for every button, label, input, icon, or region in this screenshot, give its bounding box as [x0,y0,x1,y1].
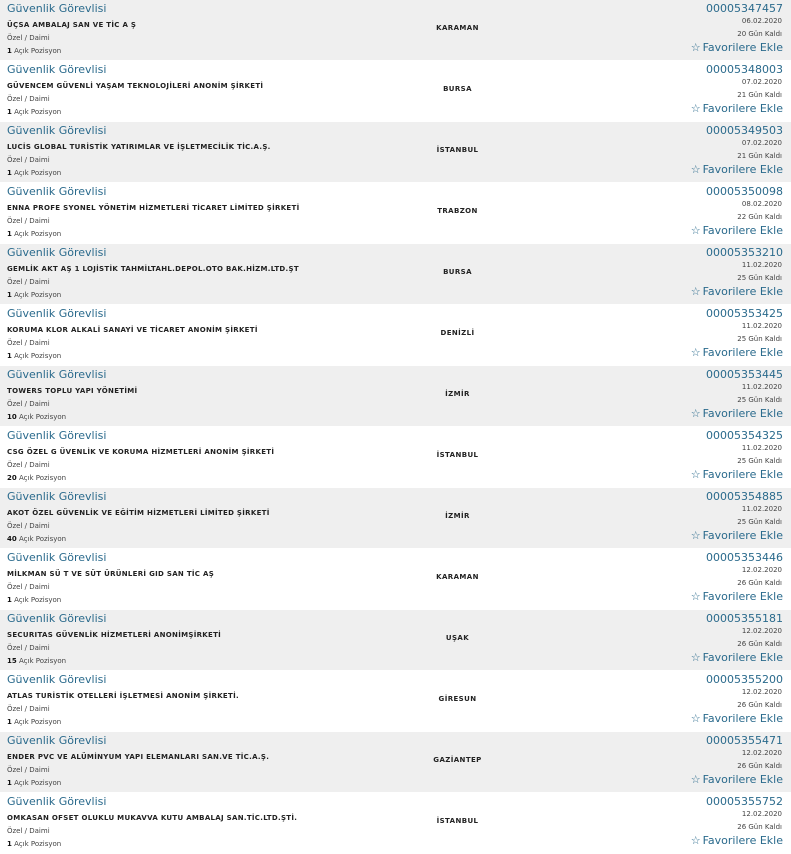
days-left: 21 Gün Kaldı [737,91,782,99]
days-left: 20 Gün Kaldı [737,30,782,38]
listing-date: 11.02.2020 [741,444,782,452]
position-count: 1 [7,596,12,604]
listing-number-link[interactable]: 00005347457 [706,2,783,15]
job-row [0,793,791,854]
star-icon: ☆ [690,224,701,237]
job-row [0,122,791,183]
open-positions [7,108,61,116]
position-label: Açık Pozisyon [14,718,62,726]
position-count: 1 [7,840,12,848]
days-left: 26 Gün Kaldı [737,640,782,648]
position-label: Açık Pozisyon [18,413,67,421]
favorites-label: Favorilere Ekle [702,468,783,481]
job-row [0,61,791,122]
listing-number-link[interactable]: 00005353446 [706,551,783,564]
job-title-link[interactable]: Güvenlik Görevlisi [7,246,107,259]
add-to-favorites-button[interactable] [691,163,783,176]
add-to-favorites-button[interactable] [691,285,783,298]
star-icon: ☆ [690,102,701,115]
listing-number-link[interactable]: 00005353445 [706,368,783,381]
add-to-favorites-button[interactable] [691,834,783,847]
city: BURSA [443,85,472,93]
job-type: Özel / Daimi [7,644,50,652]
position-count: 1 [7,230,12,238]
job-title-link[interactable]: Güvenlik Görevlisi [7,124,107,137]
listing-number-link[interactable]: 00005355200 [706,673,783,686]
position-label: Açık Pozisyon [14,840,62,848]
listing-date: 07.02.2020 [741,78,782,86]
position-label: Açık Pozisyon [18,474,67,482]
star-icon: ☆ [690,834,701,847]
favorites-label: Favorilere Ekle [702,102,783,115]
position-label: Açık Pozisyon [14,596,62,604]
company-name: ENNA PROFE SYONEL YÖNETİM HİZMETLERİ TİCARET LİMİTED ŞİRKETİ [7,204,300,212]
favorites-label: Favorilere Ekle [702,224,783,237]
days-left: 26 Gün Kaldı [737,701,782,709]
days-left: 26 Gün Kaldı [737,579,782,587]
position-count: 15 [7,657,17,665]
favorites-label: Favorilere Ekle [702,712,783,725]
city: GİRESUN [438,695,477,703]
favorites-label: Favorilere Ekle [702,163,783,176]
position-count: 1 [7,779,12,787]
listing-date: 11.02.2020 [741,505,782,513]
position-count: 1 [7,169,12,177]
favorites-label: Favorilere Ekle [702,773,783,786]
job-type: Özel / Daimi [7,278,50,286]
city: İSTANBUL [436,817,479,825]
add-to-favorites-button[interactable] [691,224,783,237]
days-left: 25 Gün Kaldı [737,457,782,465]
company-name: CSG ÖZEL G ÜVENLİK VE KORUMA HİZMETLERİ ANONİM ŞİRKETİ [7,448,275,456]
listing-number-link[interactable]: 00005355181 [706,612,783,625]
job-title-link[interactable]: Güvenlik Görevlisi [7,490,107,503]
job-title-link[interactable]: Güvenlik Görevlisi [7,673,107,686]
position-count: 20 [7,474,17,482]
position-count: 40 [7,535,17,543]
city: UŞAK [445,634,470,642]
star-icon: ☆ [690,468,701,481]
position-count: 1 [7,47,12,55]
star-icon: ☆ [690,651,701,664]
job-type: Özel / Daimi [7,583,50,591]
open-positions [7,291,61,299]
job-title-link[interactable]: Güvenlik Görevlisi [7,368,107,381]
position-count: 1 [7,352,12,360]
open-positions [7,779,61,787]
job-type: Özel / Daimi [7,34,50,42]
city: İZMİR [445,390,470,398]
listing-number-link[interactable]: 00005355752 [706,795,783,808]
job-row [0,366,791,427]
job-type: Özel / Daimi [7,400,50,408]
favorites-label: Favorilere Ekle [702,346,783,359]
days-left: 25 Gün Kaldı [737,518,782,526]
city: İSTANBUL [436,146,479,154]
position-label: Açık Pozisyon [14,108,62,116]
open-positions [7,413,66,421]
star-icon: ☆ [690,163,701,176]
days-left: 25 Gün Kaldı [737,335,782,343]
add-to-favorites-button[interactable] [691,773,783,786]
job-title-link[interactable]: Güvenlik Görevlisi [7,63,107,76]
open-positions [7,840,61,848]
listing-number-link[interactable]: 00005350098 [706,185,783,198]
city: KARAMAN [436,573,479,581]
job-row [0,488,791,549]
job-title-link[interactable]: Güvenlik Görevlisi [7,612,107,625]
days-left: 22 Gün Kaldı [737,213,782,221]
job-type: Özel / Daimi [7,766,50,774]
job-row [0,244,791,305]
job-row [0,183,791,244]
star-icon: ☆ [690,346,701,359]
listing-date: 12.02.2020 [741,810,782,818]
listing-date: 12.02.2020 [741,688,782,696]
open-positions [7,596,61,604]
listing-date: 06.02.2020 [741,17,782,25]
position-label: Açık Pozisyon [18,535,67,543]
company-name: SECURITAS GÜVENLİK HİZMETLERİ ANONİMŞİRKETİ [7,631,222,639]
position-label: Açık Pozisyon [14,291,62,299]
open-positions [7,47,61,55]
star-icon: ☆ [690,590,701,603]
add-to-favorites-button[interactable] [691,468,783,481]
job-type: Özel / Daimi [7,461,50,469]
company-name: ÜÇSA AMBALAJ SAN VE TİC A Ş [7,21,137,29]
position-label: Açık Pozisyon [14,352,62,360]
job-title-link[interactable]: Güvenlik Görevlisi [7,734,107,747]
favorites-label: Favorilere Ekle [702,529,783,542]
days-left: 25 Gün Kaldı [737,396,782,404]
favorites-label: Favorilere Ekle [702,285,783,298]
company-name: MİLKMAN SÜ T VE SÜT ÜRÜNLERİ GID SAN TİC AŞ [7,570,215,578]
job-row [0,0,791,61]
listing-date: 08.02.2020 [741,200,782,208]
favorites-label: Favorilere Ekle [702,407,783,420]
star-icon: ☆ [690,285,701,298]
listing-number-link[interactable]: 00005348003 [706,63,783,76]
city: DENİZLİ [440,329,475,337]
listing-number-link[interactable]: 00005353425 [706,307,783,320]
listing-date: 11.02.2020 [741,383,782,391]
job-row [0,671,791,732]
city: İSTANBUL [436,451,479,459]
open-positions [7,352,61,360]
days-left: 26 Gün Kaldı [737,823,782,831]
position-count: 1 [7,718,12,726]
position-label: Açık Pozisyon [14,169,62,177]
job-row [0,427,791,488]
city: TRABZON [437,207,478,215]
add-to-favorites-button[interactable] [691,346,783,359]
company-name: OMKASAN OFSET OLUKLU MUKAVVA KUTU AMBALAJ SAN.TİC.LTD.ŞTİ. [7,814,298,822]
position-label: Açık Pozisyon [14,779,62,787]
job-type: Özel / Daimi [7,522,50,530]
job-title-link[interactable]: Güvenlik Görevlisi [7,429,107,442]
job-type: Özel / Daimi [7,95,50,103]
position-count: 1 [7,291,12,299]
company-name: KORUMA KLOR ALKALİ SANAYİ VE TİCARET ANONİM ŞİRKETİ [7,326,258,334]
company-name: ATLAS TURİSTİK OTELLERİ İŞLETMESİ ANONİM ŞİRKETİ. [7,692,239,700]
listing-number-link[interactable]: 00005354325 [706,429,783,442]
open-positions [7,657,66,665]
add-to-favorites-button[interactable] [691,590,783,603]
add-to-favorites-button[interactable] [691,41,783,54]
listing-number-link[interactable]: 00005354885 [706,490,783,503]
days-left: 21 Gün Kaldı [737,152,782,160]
favorites-label: Favorilere Ekle [702,834,783,847]
listing-number-link[interactable]: 00005349503 [706,124,783,137]
city: İZMİR [445,512,470,520]
job-type: Özel / Daimi [7,705,50,713]
star-icon: ☆ [690,41,701,54]
job-title-link[interactable]: Güvenlik Görevlisi [7,551,107,564]
favorites-label: Favorilere Ekle [702,41,783,54]
listing-number-link[interactable]: 00005353210 [706,246,783,259]
listing-date: 12.02.2020 [741,566,782,574]
days-left: 25 Gün Kaldı [737,274,782,282]
add-to-favorites-button[interactable] [691,712,783,725]
add-to-favorites-button[interactable] [691,407,783,420]
job-row [0,732,791,793]
position-label: Açık Pozisyon [18,657,67,665]
star-icon: ☆ [690,712,701,725]
company-name: ENDER PVC VE ALÜMİNYUM YAPI ELEMANLARI SAN.VE TİC.A.Ş. [7,753,270,761]
listing-date: 12.02.2020 [741,627,782,635]
open-positions [7,474,66,482]
listing-date: 07.02.2020 [741,139,782,147]
job-type: Özel / Daimi [7,156,50,164]
listing-date: 11.02.2020 [741,261,782,269]
job-row [0,549,791,610]
days-left: 26 Gün Kaldı [737,762,782,770]
position-count: 10 [7,413,17,421]
company-name: GÜVENCEM GÜVENLİ YAŞAM TEKNOLOJİLERİ ANONİM ŞİRKETİ [7,82,264,90]
company-name: GEMLİK AKT AŞ 1 LOJİSTİK TAHMİLTAHL.DEPOL.OTO BAK.HİZM.LTD.ŞT [7,265,299,273]
company-name: TOWERS TOPLU YAPI YÖNETİMİ [7,387,138,395]
job-title-link[interactable]: Güvenlik Görevlisi [7,2,107,15]
star-icon: ☆ [690,407,701,420]
open-positions [7,718,61,726]
position-label: Açık Pozisyon [14,230,62,238]
add-to-favorites-button[interactable] [691,102,783,115]
job-row [0,305,791,366]
job-type: Özel / Daimi [7,827,50,835]
star-icon: ☆ [690,773,701,786]
job-title-link[interactable]: Güvenlik Görevlisi [7,795,107,808]
city: KARAMAN [436,24,479,32]
job-type: Özel / Daimi [7,217,50,225]
star-icon: ☆ [690,529,701,542]
add-to-favorites-button[interactable] [691,529,783,542]
listing-date: 11.02.2020 [741,322,782,330]
position-count: 1 [7,108,12,116]
listing-date: 12.02.2020 [741,749,782,757]
job-title-link[interactable]: Güvenlik Görevlisi [7,185,107,198]
open-positions [7,230,61,238]
company-name: AKOT ÖZEL GÜVENLİK VE EĞİTİM HİZMETLERİ LİMİTED ŞİRKETİ [7,509,270,517]
listing-number-link[interactable]: 00005355471 [706,734,783,747]
favorites-label: Favorilere Ekle [702,651,783,664]
add-to-favorites-button[interactable] [691,651,783,664]
city: GAZİANTEP [433,756,482,764]
city: BURSA [443,268,472,276]
favorites-label: Favorilere Ekle [702,590,783,603]
open-positions [7,169,61,177]
job-row [0,610,791,671]
open-positions [7,535,66,543]
job-title-link[interactable]: Güvenlik Görevlisi [7,307,107,320]
position-label: Açık Pozisyon [14,47,62,55]
company-name: LUCİS GLOBAL TURİSTİK YATIRIMLAR VE İŞLETMECİLİK TİC.A.Ş. [7,143,271,151]
job-type: Özel / Daimi [7,339,50,347]
